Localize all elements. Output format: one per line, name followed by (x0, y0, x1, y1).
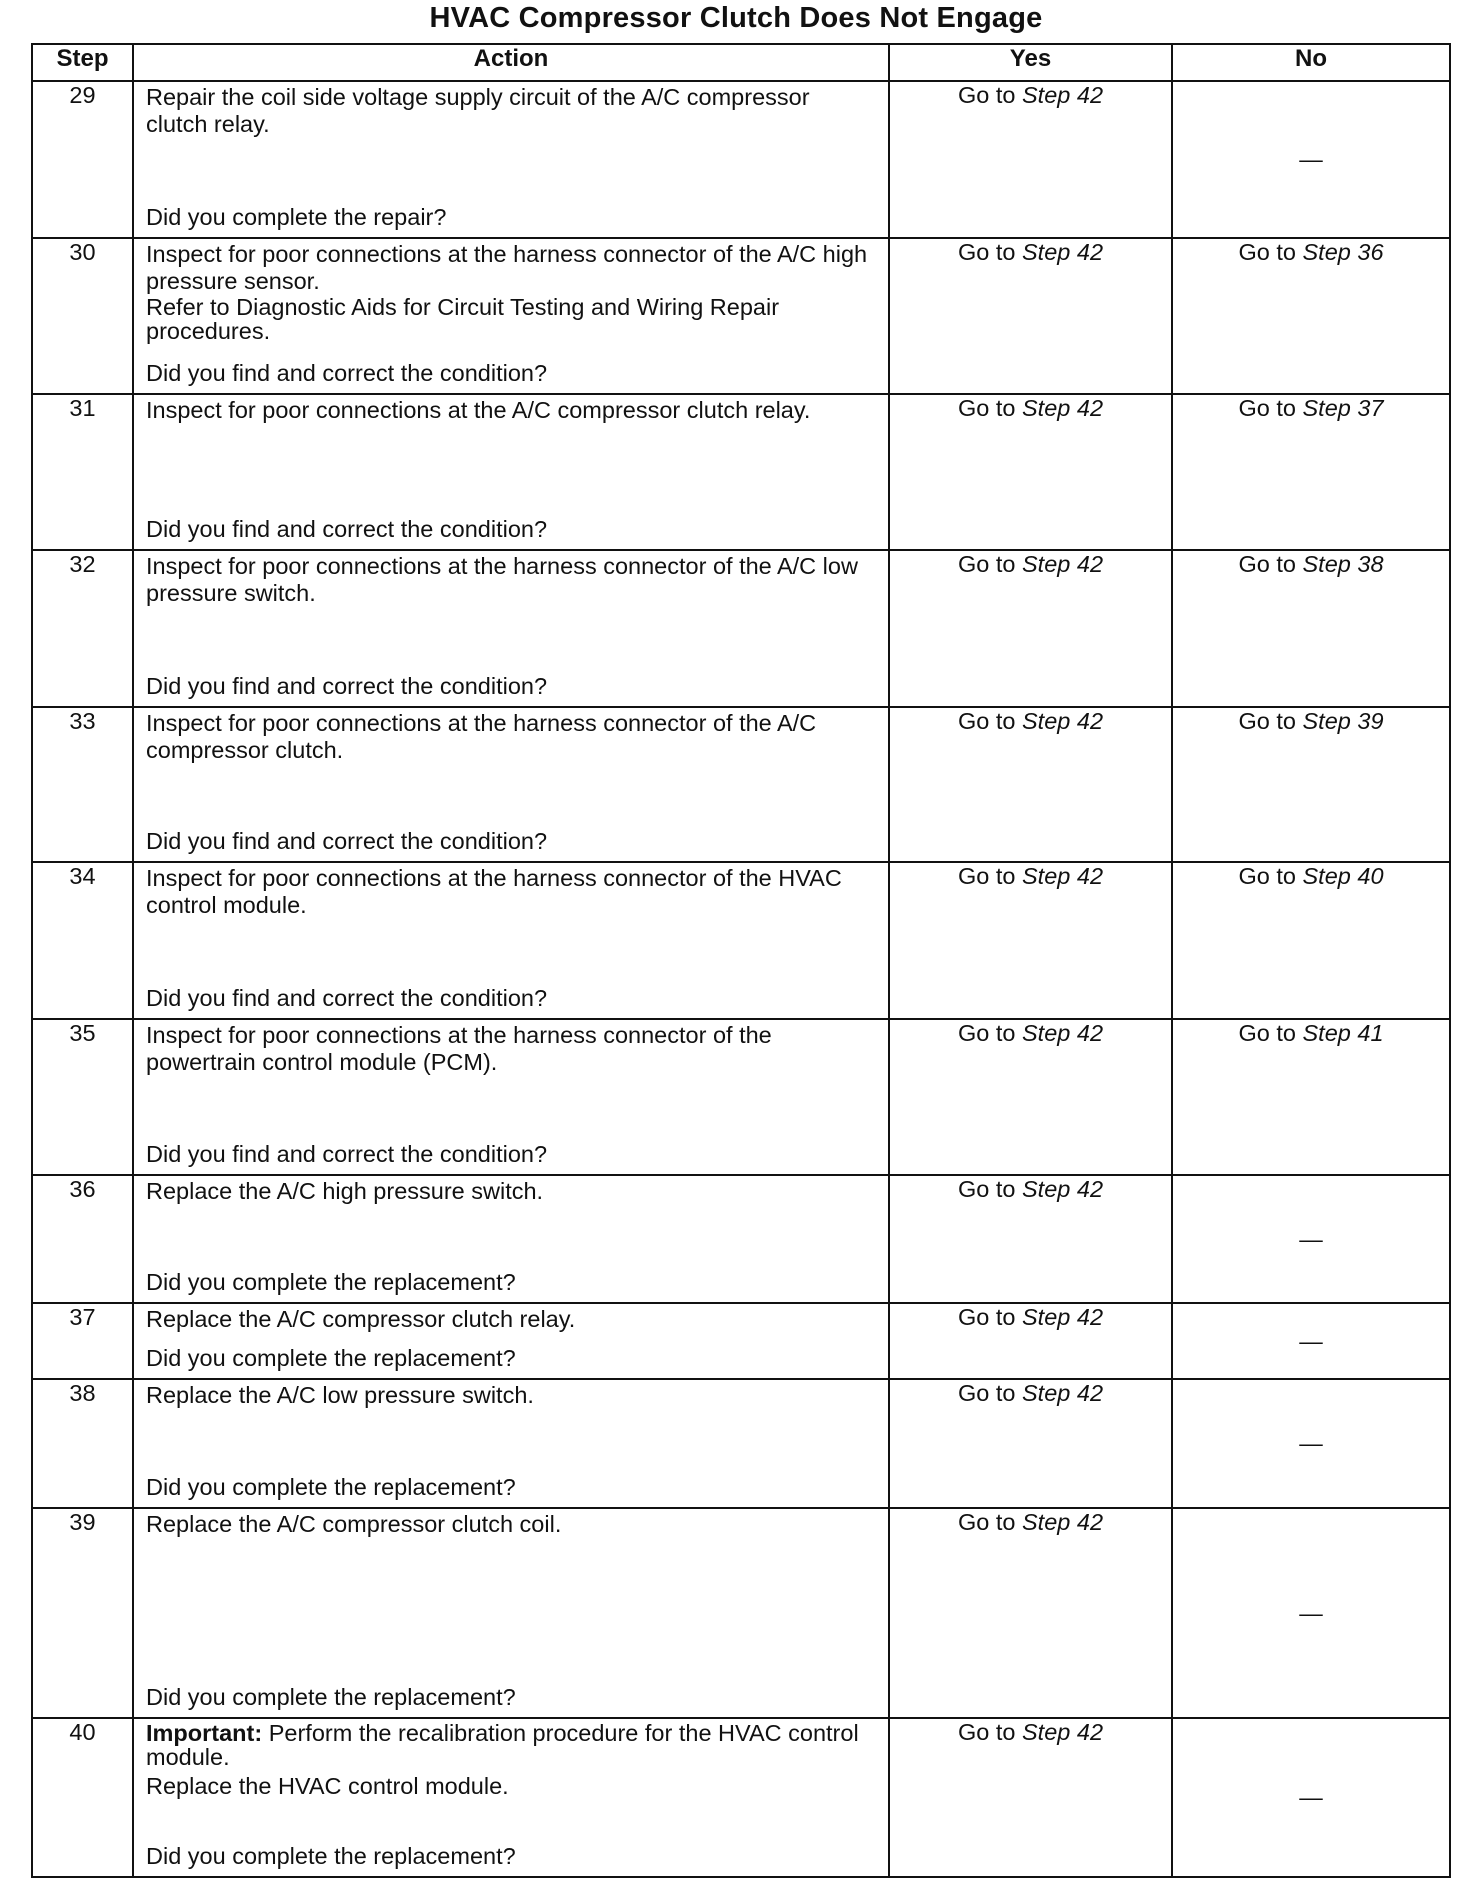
yes-cell (889, 1508, 1172, 1718)
step-number: 40 (32, 1718, 133, 1877)
table-row (32, 550, 1450, 707)
action-cell (133, 1019, 889, 1175)
yes-cell (889, 81, 1172, 238)
important-note: Important: Perform the recalibration procedure for the HVAC control module. (146, 1720, 859, 1770)
action-text: Inspect for poor connections at the harness connector of the HVAC control module. (146, 865, 842, 918)
step-number: 29 (32, 81, 133, 238)
yes-cell (889, 1175, 1172, 1303)
table-row (32, 1175, 1450, 1303)
no-dash: — (1299, 1430, 1323, 1456)
yes-cell (889, 707, 1172, 862)
no-dash: — (1299, 1599, 1323, 1626)
action-question: Did you complete the replacement? (146, 1684, 516, 1710)
step-number: 31 (32, 394, 133, 550)
no-cell (1172, 1379, 1450, 1508)
action-cell (133, 1379, 889, 1508)
yes-goto: Go to Step 42 (957, 551, 1104, 577)
step-number: 37 (32, 1303, 133, 1379)
yes-cell (889, 394, 1172, 550)
action-text: Inspect for poor connections at the harness connector of the A/C low pressure switch. (146, 553, 858, 606)
action-cell (133, 1303, 889, 1379)
yes-goto: Go to Step 42 (957, 1719, 1104, 1745)
step-number: 35 (32, 1019, 133, 1175)
yes-goto: Go to Step 42 (957, 395, 1104, 421)
action-text: Replace the A/C low pressure switch. (146, 1382, 534, 1408)
action-cell (133, 81, 889, 238)
yes-goto: Go to Step 42 (957, 1509, 1104, 1535)
table-row (32, 707, 1450, 862)
yes-goto: Go to Step 42 (957, 708, 1104, 734)
yes-cell (889, 238, 1172, 394)
yes-goto: Go to Step 42 (957, 863, 1104, 889)
yes-cell (889, 1303, 1172, 1379)
yes-goto: Go to Step 42 (957, 1304, 1104, 1330)
yes-goto: Go to Step 42 (957, 1020, 1104, 1046)
no-cell (1172, 1718, 1450, 1877)
important-label: Important: (146, 1720, 263, 1746)
action-text: Inspect for poor connections at the harness connector of the A/C high pressure sensor. (146, 241, 868, 294)
table-row (32, 862, 1450, 1019)
table-row (32, 394, 1450, 550)
no-dash: — (1299, 1327, 1323, 1354)
no-dash: — (1299, 1225, 1323, 1252)
no-goto: Go to Step 38 (1238, 551, 1384, 577)
yes-cell (889, 862, 1172, 1019)
action-text: Replace the A/C compressor clutch relay. (146, 1306, 576, 1332)
no-cell (1172, 1508, 1450, 1718)
action-cell (133, 550, 889, 707)
action-question: Did you complete the replacement? (146, 1474, 516, 1500)
action-question: Did you complete the replacement? (146, 1843, 516, 1869)
step-number: 36 (32, 1175, 133, 1303)
action-question: Did you complete the repair? (146, 204, 447, 230)
table-row (32, 1019, 1450, 1175)
yes-cell (889, 1379, 1172, 1508)
action-cell (133, 1175, 889, 1303)
no-cell (1172, 862, 1450, 1019)
header-no: No (1172, 44, 1450, 81)
no-goto: Go to Step 39 (1238, 708, 1384, 734)
yes-cell (889, 550, 1172, 707)
yes-goto: Go to Step 42 (957, 1380, 1104, 1406)
no-dash: — (1299, 146, 1323, 172)
yes-cell (889, 1019, 1172, 1175)
yes-goto: Go to Step 42 (957, 1176, 1104, 1202)
no-cell (1172, 81, 1450, 238)
no-goto: Go to Step 36 (1238, 239, 1384, 265)
action-cell (133, 707, 889, 862)
no-cell (1172, 1019, 1450, 1175)
step-number: 32 (32, 550, 133, 707)
table-row (32, 238, 1450, 394)
no-cell (1172, 394, 1450, 550)
no-dash: — (1299, 1784, 1323, 1810)
action-question: Did you find and correct the condition? (146, 360, 548, 386)
step-number: 34 (32, 862, 133, 1019)
action-text: Refer to Diagnostic Aids for Circuit Testing and Wiring Repair procedures. (146, 294, 780, 344)
action-question: Did you find and correct the condition? (146, 985, 548, 1011)
action-cell (133, 862, 889, 1019)
step-number: 30 (32, 238, 133, 394)
action-text: Repair the coil side voltage supply circuit of the A/C compressor clutch relay. (146, 84, 810, 137)
yes-goto: Go to Step 42 (957, 239, 1104, 265)
action-question: Did you complete the replacement? (146, 1269, 516, 1295)
step-number: 33 (32, 707, 133, 862)
no-cell (1172, 550, 1450, 707)
table-row (32, 1303, 1450, 1379)
action-question: Did you find and correct the condition? (146, 828, 548, 854)
action-text: Replace the A/C high pressure switch. (146, 1178, 544, 1204)
yes-goto: Go to Step 42 (957, 82, 1104, 108)
action-cell (133, 1508, 889, 1718)
table-row (32, 1718, 1450, 1877)
table-row (32, 1508, 1450, 1718)
page-title: HVAC Compressor Clutch Does Not Engage (429, 2, 1043, 34)
action-text: Replace the HVAC control module. (146, 1773, 509, 1799)
action-text: Inspect for poor connections at the harness connector of the powertrain control module (PCM). (146, 1022, 772, 1075)
step-number: 38 (32, 1379, 133, 1508)
header-row (32, 44, 1450, 81)
header-action: Action (133, 44, 889, 81)
yes-cell (889, 1718, 1172, 1877)
no-goto: Go to Step 40 (1238, 863, 1384, 889)
header-step: Step (32, 44, 133, 81)
step-number: 39 (32, 1508, 133, 1718)
action-text: Inspect for poor connections at the harness connector of the A/C compressor clutch. (146, 710, 817, 763)
no-cell (1172, 1175, 1450, 1303)
action-cell (133, 394, 889, 550)
action-text: Inspect for poor connections at the A/C compressor clutch relay. (146, 397, 811, 423)
no-cell (1172, 707, 1450, 862)
action-text: Replace the A/C compressor clutch coil. (146, 1511, 562, 1537)
table-row (32, 1379, 1450, 1508)
header-yes: Yes (889, 44, 1172, 81)
no-cell (1172, 238, 1450, 394)
action-question: Did you find and correct the condition? (146, 673, 548, 699)
diagnostic-table (31, 43, 1451, 1878)
action-cell (133, 238, 889, 394)
action-question: Did you find and correct the condition? (146, 516, 548, 542)
action-cell (133, 1718, 889, 1877)
action-question: Did you complete the replacement? (146, 1345, 516, 1371)
no-goto: Go to Step 41 (1238, 1020, 1384, 1046)
table-row (32, 81, 1450, 238)
no-cell (1172, 1303, 1450, 1379)
action-question: Did you find and correct the condition? (146, 1141, 548, 1167)
no-goto: Go to Step 37 (1238, 395, 1384, 421)
